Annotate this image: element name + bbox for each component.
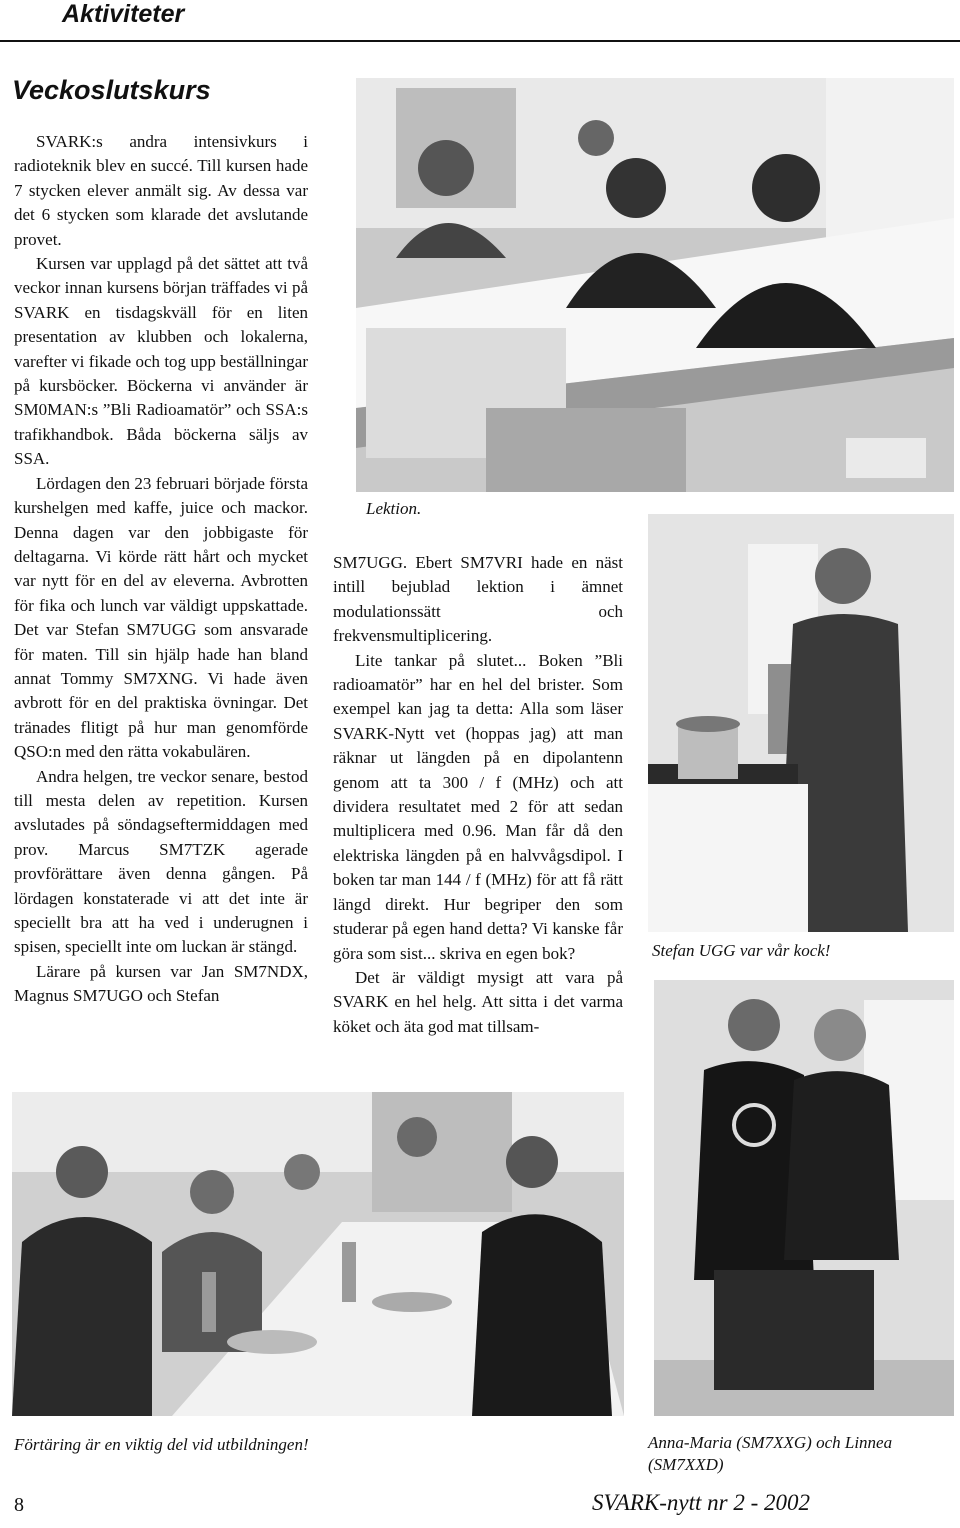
article-column-2 — [333, 551, 623, 1039]
girls-photo — [654, 980, 954, 1416]
paragraph: Andra helgen, tre veckor senare, bestod till mesta delen av repetition. Kursen avslutades på söndagseftermiddagen med prov. Marcus SM7TZK agerade provförättare även denna gången. På lördagen konstaterade vi att det inte är speciellt bra att ha ved i underugnen i spisen, speciellt inte om luckan är stängd. — [14, 766, 308, 957]
paragraph: Det är väldigt mysigt att vara på SVARK en hel helg. Att sitta i det varma köket och äta god mat tillsam- — [333, 967, 623, 1036]
article-column-1 — [14, 130, 308, 1009]
dinner-photo — [12, 1092, 624, 1416]
paragraph: SM7UGG. Ebert SM7VRI hade en näst intill bejublad lektion i ämnet modulationssätt och frekvensmultiplicering. — [333, 553, 623, 646]
header-rule — [0, 40, 960, 42]
dinner-caption: Förtäring är en viktig del vid utbildningen! — [14, 1435, 309, 1454]
girls-caption: Anna-Maria (SM7XXG) och Linnea (SM7XXD) — [648, 1433, 893, 1474]
cook-photo — [648, 514, 954, 932]
article-title: Veckoslutskurs — [12, 75, 211, 105]
lesson-photo — [356, 78, 954, 492]
cook-caption: Stefan UGG var vår kock! — [652, 941, 831, 960]
page-number: 8 — [14, 1494, 24, 1516]
paragraph: Lärare på kursen var Jan SM7NDX, Magnus SM7UGO och Stefan — [14, 961, 308, 1006]
publication-name: SVARK-nytt nr 2 - 2002 — [591, 1490, 810, 1515]
section-header — [0, 0, 960, 44]
lesson-caption: Lektion. — [366, 499, 422, 518]
paragraph: Kursen var upplagd på det sättet att två veckor innan kursens början träffades vi på SVARK en tisdagskväll för en liten presentation av klubben och lokalerna, varefter vi fikade och tog upp beställningar på kursböcker. Böckerna vi använder är SM0MAN:s ”Bli Radioamatör” och SSA:s trafikhandbok. Båda böckerna säljs av SSA. — [14, 254, 308, 469]
section-title: Aktiviteter — [62, 0, 185, 28]
paragraph: SVARK:s andra intensivkurs i radioteknik blev en succé. Till kursen hade 7 stycken elever anmält sig. Av dessa var det 6 stycken som klarade det avslutande provet. — [14, 132, 308, 249]
paragraph: Lördagen den 23 februari började första kurshelgen med kaffe, juice och mackor. Denna dagen var den jobbigaste för deltagarna. Vi körde rätt hårt och mycket var nytt för en del av eleverna. Avbrotten för fika och lunch var väldigt uppskattade. Det var Stefan SM7UGG som ansvarade för maten. Till sin hjälp hade han bland annat Tommy SM7XNG. Vi hade även avbrott för en del praktiska övningar. Det tränades flitigt på hur man genomförde QSO:n med den rätta vokabulären. — [14, 473, 308, 762]
paragraph: Lite tankar på slutet... Boken ”Bli radioamatör” har en hel del brister. Som exempel kan jag ta detta: Alla som läser SVARK-Nytt vet (hoppas jag) att man räknar ut längden på en dipolantenn genom att ta 300 / f (MHz) och att dividera resultatet med 2 för att sedan multiplicera med 0.96. Man får då den elektriska längden på en halvvågsdipol. I boken tar man 144 / f (MHz) för att få rätt längd direkt. Hur begriper den som studerar på egen hand detta? Vi kanske får göra som sist... skriva en egen bok? — [333, 650, 623, 963]
